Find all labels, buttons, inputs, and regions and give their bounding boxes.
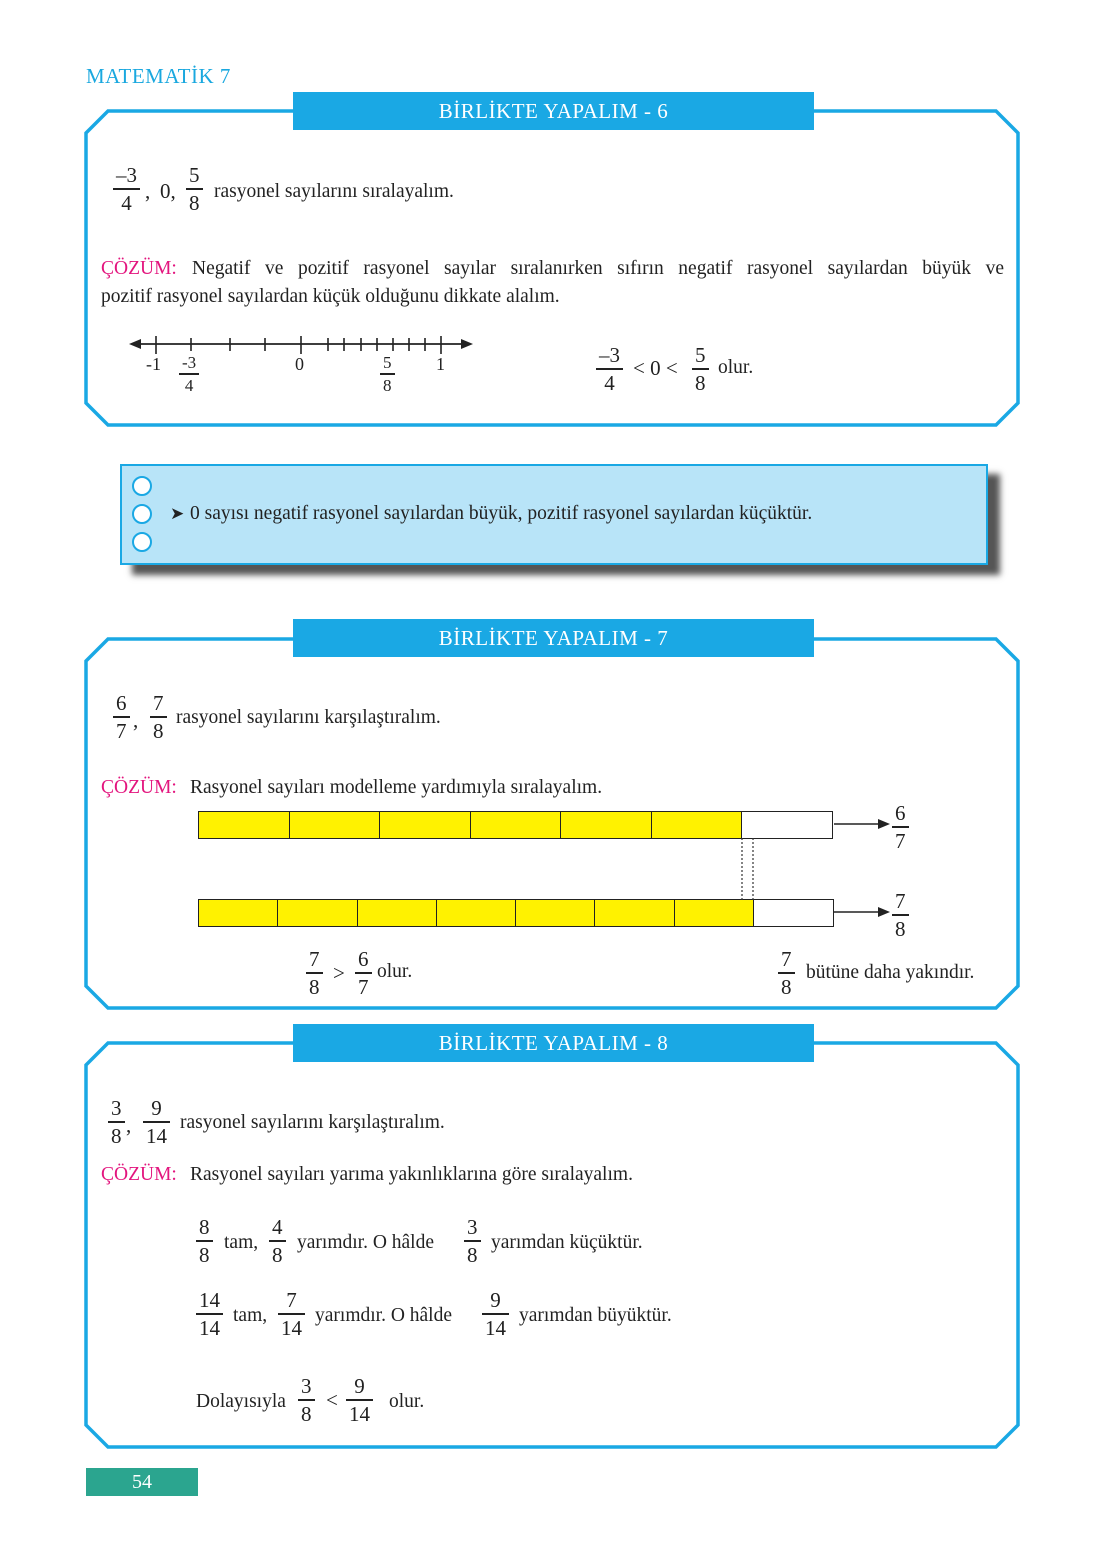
separator: , <box>145 179 151 203</box>
filled-part <box>674 899 755 927</box>
fraction <box>298 1374 315 1426</box>
denominator: 8 <box>153 718 164 743</box>
numerator: 9 <box>490 1288 501 1312</box>
denominator: 4 <box>604 370 615 395</box>
fraction <box>269 1215 286 1267</box>
line-b-text1: tam, <box>233 1305 268 1326</box>
solution-label: ÇÖZÜM: <box>101 777 177 798</box>
solution-text-line1: Negatif ve pozitif rasyonel sayılar sıralanırken sıfırın negatif rasyonel sayılardan büyük ve <box>192 258 1004 279</box>
numerator: 5 <box>695 343 706 367</box>
denominator: 8 <box>781 974 792 999</box>
denominator: 14 <box>199 1315 220 1340</box>
fraction <box>113 691 130 743</box>
arrow-right-icon <box>834 816 894 832</box>
fraction <box>464 1215 481 1267</box>
denominator: 8 <box>189 190 200 215</box>
section-title-8: BİRLİKTE YAPALIM - 8 <box>293 1024 814 1062</box>
fraction <box>143 1096 170 1148</box>
line-c-tail: olur. <box>389 1391 425 1412</box>
line-b-text3: yarımdan büyüktür. <box>519 1305 672 1326</box>
numerator: 9 <box>151 1096 162 1120</box>
numerator: 3 <box>301 1374 312 1398</box>
numerator: 3 <box>111 1096 122 1120</box>
section-title-7: BİRLİKTE YAPALIM - 7 <box>293 619 814 657</box>
denominator: 8 <box>301 1401 312 1426</box>
solution-label: ÇÖZÜM: <box>101 1164 177 1185</box>
fraction <box>306 947 323 999</box>
numerator: 8 <box>199 1215 210 1239</box>
denominator: 4 <box>121 190 132 215</box>
fraction <box>692 343 709 395</box>
line-a-text1: tam, <box>224 1232 259 1253</box>
numerator: 6 <box>116 691 127 715</box>
tick-label-fraction <box>380 353 395 395</box>
line-a-text3: yarımdan küçüktür. <box>491 1232 643 1253</box>
fraction <box>778 947 795 999</box>
arrow-right-icon <box>834 904 894 920</box>
denominator: 8 <box>895 916 906 941</box>
denominator: 4 <box>184 375 194 395</box>
numerator: 5 <box>189 163 200 187</box>
filled-part <box>357 899 438 927</box>
fraction <box>196 1215 213 1267</box>
denominator: 14 <box>281 1315 302 1340</box>
closer-text: bütüne daha yakındır. <box>806 962 975 983</box>
filled-part <box>651 811 743 839</box>
zero-value: 0, <box>160 179 176 203</box>
denominator: 8 <box>199 1242 210 1267</box>
fraction <box>346 1374 373 1426</box>
fraction <box>355 947 372 999</box>
denominator: 8 <box>383 375 392 395</box>
filled-part <box>470 811 562 839</box>
denominator: 8 <box>309 974 320 999</box>
tick-label-minus-one: -1 <box>146 354 161 374</box>
result-tail: olur. <box>718 357 754 378</box>
line-b-text2: yarımdır. O hâlde <box>315 1305 453 1326</box>
fraction <box>186 163 203 215</box>
circle-icon <box>132 532 152 552</box>
numerator: 3 <box>467 1215 478 1239</box>
fraction <box>596 343 623 395</box>
fraction <box>196 1288 223 1340</box>
numerator: 4 <box>272 1215 283 1239</box>
tick-label-fraction <box>179 353 199 395</box>
solution-label: ÇÖZÜM: <box>101 258 177 279</box>
numerator: 7 <box>781 947 792 971</box>
circle-icon <box>132 504 152 524</box>
inequality-operator: < 0 < <box>633 356 678 380</box>
numerator: –3 <box>599 343 620 367</box>
numerator: 5 <box>383 353 392 372</box>
denominator: 8 <box>272 1242 283 1267</box>
denominator: 14 <box>485 1315 506 1340</box>
denominator: 14 <box>146 1123 167 1148</box>
dotted-guide-lines <box>735 838 765 900</box>
problem-text: rasyonel sayılarını karşılaştıralım. <box>176 707 441 728</box>
denominator: 14 <box>349 1401 370 1426</box>
fraction <box>150 691 167 743</box>
numerator: 14 <box>199 1288 220 1312</box>
fraction <box>278 1288 305 1340</box>
numerator: –3 <box>116 163 137 187</box>
denominator: 8 <box>695 370 706 395</box>
filled-part <box>515 899 596 927</box>
fraction <box>482 1288 509 1340</box>
numerator: 7 <box>895 889 906 913</box>
filled-part <box>436 899 517 927</box>
compare-tail: olur. <box>377 961 413 982</box>
arrow-bullet-icon: ➤ <box>170 504 185 523</box>
numerator: 9 <box>354 1374 365 1398</box>
note-text: 0 sayısı negatif rasyonel sayılardan büyük, pozitif rasyonel sayılardan küçüktür. <box>190 503 813 524</box>
filled-part <box>594 899 675 927</box>
line-c-text0: Dolayısıyla <box>196 1391 286 1412</box>
denominator: 7 <box>116 718 127 743</box>
denominator: 8 <box>467 1242 478 1267</box>
circle-icon <box>132 476 152 496</box>
solution-text-line2: pozitif rasyonel sayılardan küçük olduğunu dikkate alalım. <box>101 286 560 307</box>
inequality-operator: < <box>326 1388 338 1412</box>
numerator: 7 <box>153 691 164 715</box>
denominator: 7 <box>358 974 369 999</box>
page-number: 54 <box>86 1468 198 1496</box>
filled-part <box>198 899 279 927</box>
fraction <box>892 889 909 941</box>
tick-label-one: 1 <box>436 354 445 374</box>
fraction <box>108 1096 125 1148</box>
filled-part <box>560 811 652 839</box>
separator: , <box>126 1113 132 1137</box>
solution-text-line1: Rasyonel sayıları modelleme yardımıyla sıralayalım. <box>190 777 603 798</box>
fraction <box>113 163 140 215</box>
page-header-subject: MATEMATİK 7 <box>86 64 231 88</box>
numerator: 6 <box>895 801 906 825</box>
numerator: 7 <box>309 947 320 971</box>
problem-text: rasyonel sayılarını sıralayalım. <box>214 181 454 202</box>
denominator: 7 <box>895 828 906 853</box>
tick-label-zero: 0 <box>295 354 304 374</box>
empty-part <box>741 811 833 839</box>
filled-part <box>198 811 290 839</box>
fraction <box>892 801 909 853</box>
separator: , <box>133 708 139 732</box>
empty-part <box>753 899 834 927</box>
problem-text: rasyonel sayılarını karşılaştıralım. <box>180 1112 445 1133</box>
inequality-operator: > <box>333 961 345 985</box>
filled-part <box>379 811 471 839</box>
filled-part <box>277 899 358 927</box>
denominator: 8 <box>111 1123 122 1148</box>
solution-text-line1: Rasyonel sayıları yarıma yakınlıklarına göre sıralayalım. <box>190 1164 633 1185</box>
numerator: 7 <box>286 1288 297 1312</box>
section-title-6: BİRLİKTE YAPALIM - 6 <box>293 92 814 130</box>
filled-part <box>289 811 381 839</box>
line-a-text2: yarımdır. O hâlde <box>297 1232 435 1253</box>
numerator: -3 <box>182 353 197 372</box>
numerator: 6 <box>358 947 369 971</box>
